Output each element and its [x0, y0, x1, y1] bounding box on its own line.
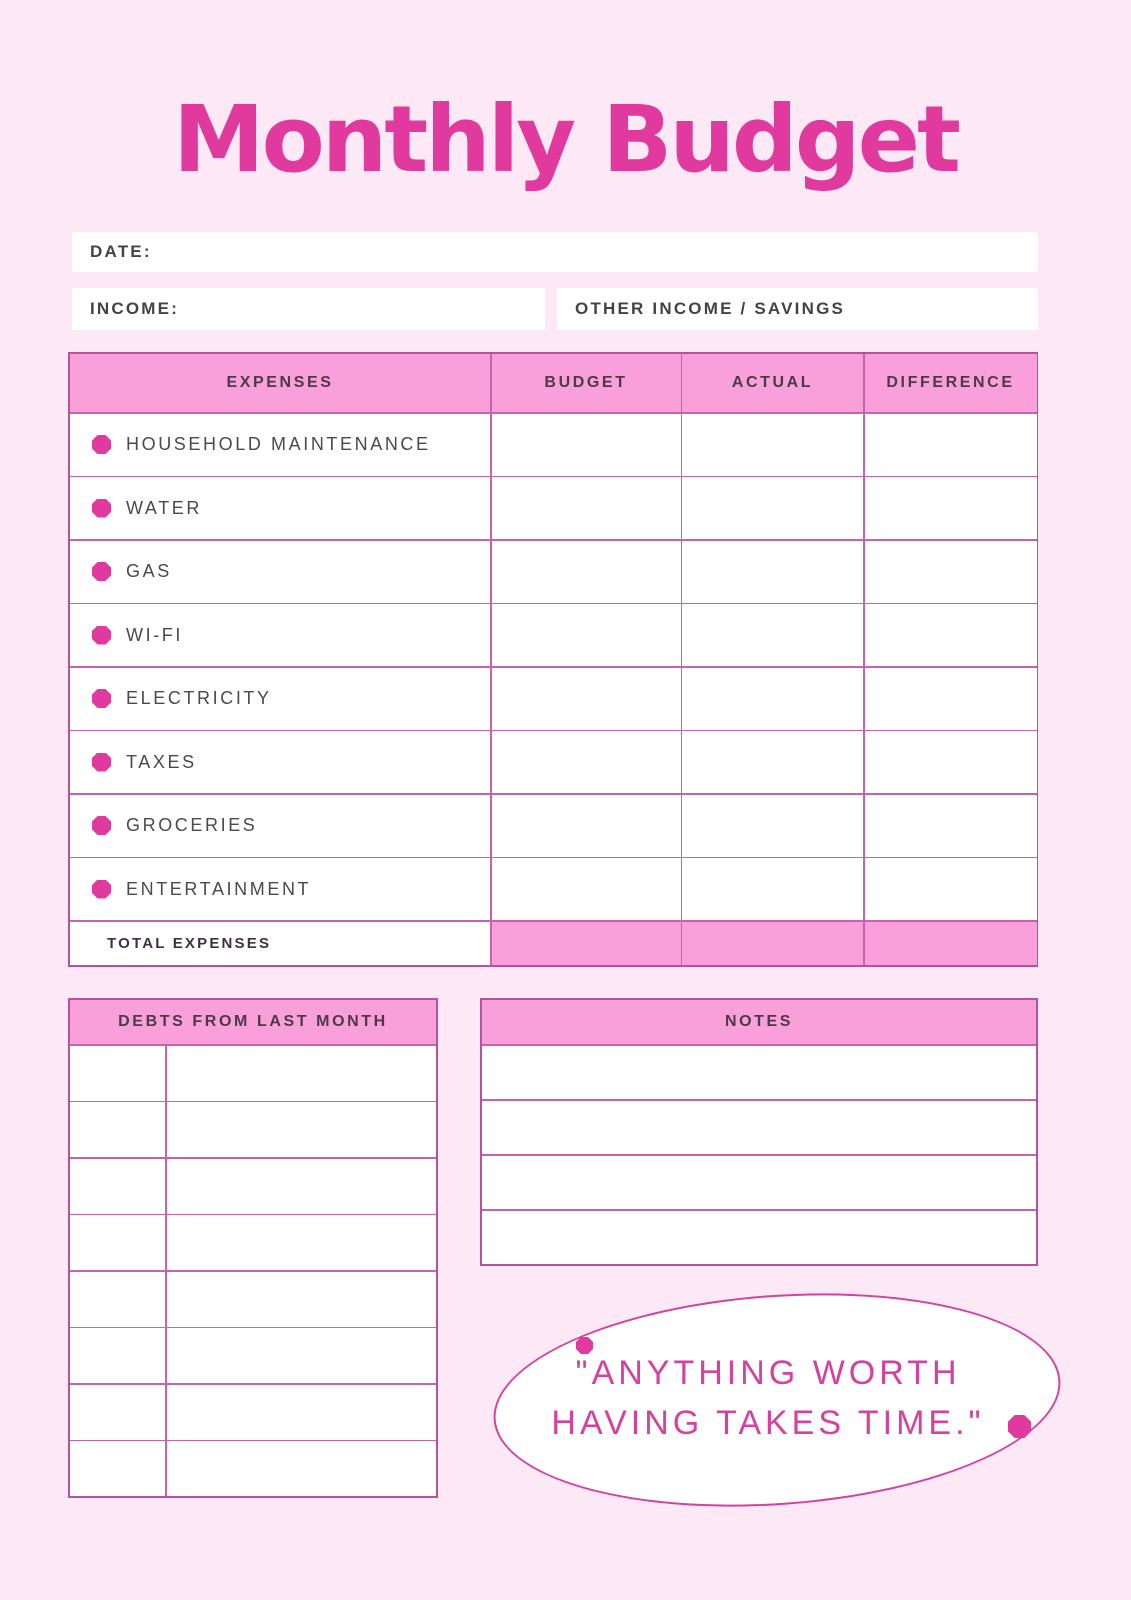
- bullet-octagon-icon: [92, 499, 111, 518]
- actual-cell[interactable]: [682, 604, 863, 666]
- difference-cell[interactable]: [865, 668, 1037, 730]
- expense-table: [68, 352, 1038, 967]
- quote-line-2: HAVING TAKES TIME.": [551, 1404, 985, 1442]
- difference-cell[interactable]: [865, 795, 1037, 857]
- expense-label: HOUSEHOLD MAINTENANCE: [126, 434, 431, 454]
- page-title: Monthly Budget: [173, 86, 958, 193]
- expense-name-cell: [70, 541, 490, 603]
- debt-amount-cell[interactable]: [70, 1102, 165, 1157]
- actual-cell[interactable]: [682, 477, 863, 539]
- debt-amount-cell[interactable]: [70, 1328, 165, 1383]
- debt-description-cell[interactable]: [167, 1272, 437, 1327]
- debt-description-cell[interactable]: [167, 1385, 437, 1440]
- bullet-octagon-icon: [92, 816, 111, 835]
- budget-cell[interactable]: [492, 858, 681, 920]
- total-budget-cell[interactable]: [492, 922, 681, 965]
- date-label: DATE:: [90, 242, 152, 261]
- debt-description-cell[interactable]: [167, 1215, 437, 1270]
- budget-cell[interactable]: [492, 668, 681, 730]
- difference-cell[interactable]: [865, 477, 1037, 539]
- bullet-octagon-icon: [92, 689, 111, 708]
- expense-label: GAS: [126, 561, 172, 581]
- bullet-octagon-icon: [92, 753, 111, 772]
- budget-cell[interactable]: [492, 477, 681, 539]
- budget-cell[interactable]: [492, 795, 681, 857]
- expense-name-cell: [70, 731, 490, 793]
- debt-amount-cell[interactable]: [70, 1159, 165, 1214]
- expense-label: TAXES: [126, 751, 197, 772]
- expense-label: WATER: [126, 497, 202, 518]
- budget-cell[interactable]: [492, 541, 681, 603]
- budget-cell[interactable]: [492, 731, 681, 793]
- expense-label: WI-FI: [126, 624, 183, 645]
- difference-column-header: DIFFERENCE: [865, 354, 1037, 412]
- date-field[interactable]: [72, 232, 1038, 272]
- debt-amount-cell[interactable]: [70, 1441, 165, 1496]
- income-field[interactable]: [72, 288, 545, 330]
- expense-label: ELECTRICITY: [126, 688, 272, 708]
- expense-name-cell: [70, 858, 490, 920]
- expense-name-cell: [70, 668, 490, 730]
- orbit-dot-left-icon: [576, 1337, 593, 1354]
- debt-description-cell[interactable]: [167, 1328, 437, 1383]
- bullet-octagon-icon: [92, 626, 111, 645]
- note-line[interactable]: [482, 1156, 1036, 1210]
- note-line[interactable]: [482, 1211, 1036, 1265]
- expense-label: ENTERTAINMENT: [126, 878, 312, 899]
- actual-cell[interactable]: [682, 858, 863, 920]
- debt-amount-cell[interactable]: [70, 1215, 165, 1270]
- income-label: INCOME:: [90, 299, 180, 318]
- expense-name-cell: [70, 604, 490, 666]
- difference-cell[interactable]: [865, 541, 1037, 603]
- budget-cell[interactable]: [492, 414, 681, 476]
- note-line[interactable]: [482, 1046, 1036, 1100]
- other-income-savings-label: OTHER INCOME / SAVINGS: [575, 299, 846, 318]
- actual-column-header: ACTUAL: [682, 354, 863, 412]
- expenses-column-header: EXPENSES: [70, 354, 490, 412]
- notes-header: NOTES: [482, 1000, 1036, 1044]
- debt-description-cell[interactable]: [167, 1159, 437, 1214]
- expense-name-cell: [70, 414, 490, 476]
- notes-section: [480, 998, 1038, 1266]
- actual-cell[interactable]: [682, 414, 863, 476]
- quote-text: [488, 1348, 1048, 1448]
- bullet-octagon-icon: [92, 435, 111, 454]
- total-difference-cell[interactable]: [865, 922, 1037, 965]
- expense-name-cell: [70, 477, 490, 539]
- debt-amount-cell[interactable]: [70, 1385, 165, 1440]
- budget-cell[interactable]: [492, 604, 681, 666]
- orbit-dot-right-icon: [1008, 1415, 1031, 1438]
- budget-column-header: BUDGET: [492, 354, 681, 412]
- actual-cell[interactable]: [682, 795, 863, 857]
- debts-table-header: DEBTS FROM LAST MONTH: [70, 1000, 436, 1044]
- expense-label: GROCERIES: [126, 815, 258, 835]
- note-line[interactable]: [482, 1101, 1036, 1155]
- actual-cell[interactable]: [682, 541, 863, 603]
- quote-line-1: "ANYTHING WORTH: [575, 1354, 961, 1392]
- debt-amount-cell[interactable]: [70, 1046, 165, 1101]
- total-expenses-label-cell: TOTAL EXPENSES: [70, 922, 490, 965]
- bullet-octagon-icon: [92, 880, 111, 899]
- difference-cell[interactable]: [865, 414, 1037, 476]
- difference-cell[interactable]: [865, 858, 1037, 920]
- debts-table: [68, 998, 438, 1498]
- total-actual-cell[interactable]: [682, 922, 863, 965]
- debt-description-cell[interactable]: [167, 1441, 437, 1496]
- difference-cell[interactable]: [865, 604, 1037, 666]
- expense-name-cell: [70, 795, 490, 857]
- other-income-savings-field[interactable]: [557, 288, 1038, 330]
- debt-amount-cell[interactable]: [70, 1272, 165, 1327]
- bullet-octagon-icon: [92, 562, 111, 581]
- actual-cell[interactable]: [682, 731, 863, 793]
- actual-cell[interactable]: [682, 668, 863, 730]
- debt-description-cell[interactable]: [167, 1046, 437, 1101]
- debt-description-cell[interactable]: [167, 1102, 437, 1157]
- difference-cell[interactable]: [865, 731, 1037, 793]
